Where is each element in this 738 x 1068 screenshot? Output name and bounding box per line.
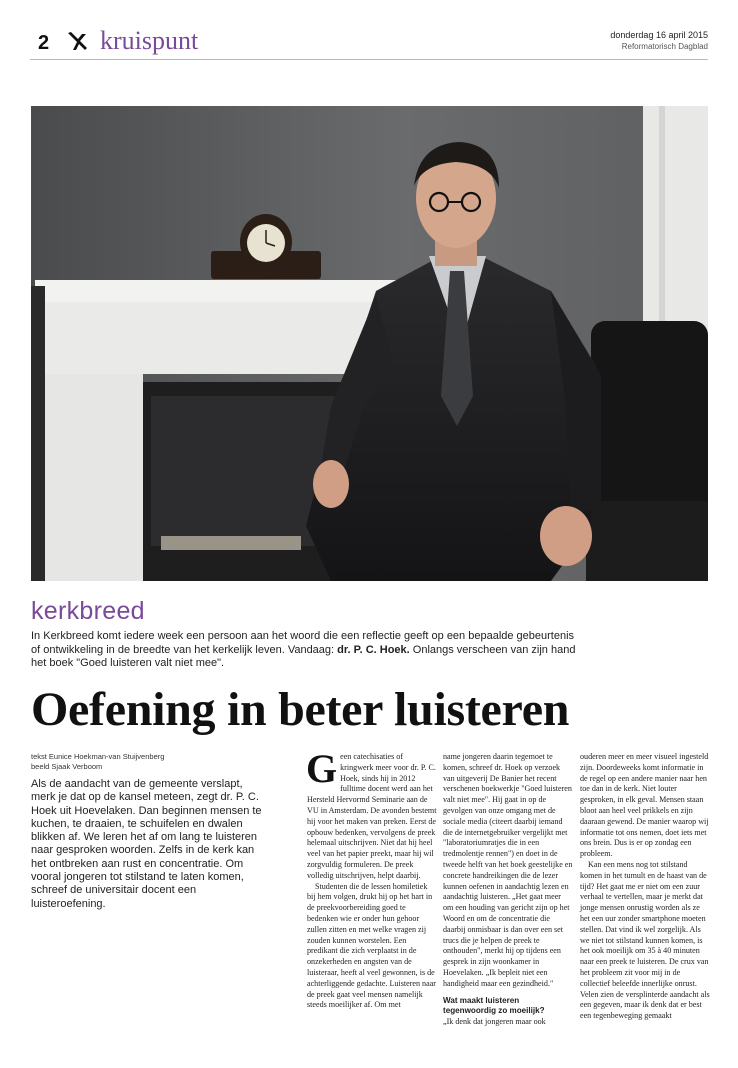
section-title: kruispunt xyxy=(100,26,199,55)
paragraph: Studenten die de lessen homiletiek bij hem volgen, drukt hij op het hart in de preekvoorbereiding goed te bedenken wie er onder hun gehoor zullen zitten en met welke vragen zij zouden kunnen worstelen. Een predikant die zich verplaatst in de onzekerheden en angsten van de luisteraar, heeft al veel gewonnen, is de achterliggende gedachte. Luisteren naar de preek gaat veel mensen namelijk steeds moeilijker af. Om met xyxy=(307,881,436,1010)
article-headline: Oefening in beter luisteren xyxy=(31,683,570,736)
body-column-2 xyxy=(443,752,573,1028)
paragraph xyxy=(306,746,437,882)
newspaper-name: Reformatorisch Dagblad xyxy=(621,42,708,51)
body-column-3 xyxy=(580,752,710,1022)
body-column-1 xyxy=(306,746,437,1011)
paragraph: name jongeren daarin tegemoet te komen, schreef dr. Hoek op verzoek van uitgeverij De Banier het recent verschenen boekwerkje "Goed luisteren valt niet mee". Hij gaat in op de gevolgen van onze omgang met de sociale media (citeert daarbij iemand die de internetgebruiker vergelijkt met "laboratoriumratjes die in een tredmolentje rennen") en doet in de tweede helft van het boek geestelijke en concrete handreikingen die de lezer kunnen oefenen in aandachtig lezen en aandachtig luisteren. „Het gaat meer om een houding van gericht zijn op het Woord en om de concentratie die daarbij onmisbaar is dan over een set trucs die je helpen de preek te onthouden", merkt hij op tijdens een gesprek in zijn woonkamer in Hoevelaken. „Ik bepleit niet een handigheid maar een gezindheid." xyxy=(443,752,573,988)
column-kicker: kerkbreed xyxy=(31,597,145,625)
article-lead: Als de aandacht van de gemeente verslapt, merk je dat op de kansel meteen, zegt dr. P. C. Hoek uit Hoevelaken. Dan beginnen mensen te kuchen, te draaien, te schuifelen en dwalen blikken af. We leren het af om lang te luisteren naar gesproken woorden. Zelfs in de kerk kan het ontbreken aan rust en concentratie. Om vooral jongeren tot stilstand te laten komen, schreef de universitair docent een luisteroefening. xyxy=(31,778,262,910)
portrait-photo xyxy=(31,106,708,581)
paragraph: Kan een mens nog tot stilstand komen in het tumult en de haast van de tijd? Het gaat me er niet om een zuur verhaal te vertellen, maar je merkt dat jonge mensen onrustig worden als ze het een uur zonder smartphone moeten stellen. Dat vind ik wel zorgelijk. Als we niet tot stilstand kunnen komen, is het ook moeilijk om 35 à 40 minuten naar een preek te luisteren. De crux van het probleem zit voor mij in de collectief beleefde innerlijke onrust. Velen zien de versplinterde aandacht als een gegeven, maar ik denk dat er best een tegenbeweging gemaakt xyxy=(580,859,710,1021)
paragraph: ouderen meer en meer visueel ingesteld zijn. Doordeweeks komt informatie in de regel op een andere manier naar hen toe dan in de kerk. Niet louter gesproken, in elk geval. Mensen staan bloot aan heel veel prikkels en zijn daaraan gewend. De manier waarop wij informatie tot ons nemen, doet iets met ons brein. Dus is er op zondag een probleem. xyxy=(580,752,709,859)
article-credits xyxy=(31,752,164,772)
text-credit: tekst Eunice Hoekman-van Stuijvenberg xyxy=(31,752,165,761)
intro-body: In Kerkbreed komt iedere week een persoon aan het woord die een reflectie geeft op een bepaalde gebeurtenis of ontwikkeling in de breedte van het kerkelijk leven. Vandaag: xyxy=(31,630,575,656)
page-number: 2 xyxy=(38,32,50,54)
interview-question: Wat maakt luisteren tegenwoordig zo moeilijk? xyxy=(443,995,545,1016)
issue-date: donderdag 16 april 2015 xyxy=(610,30,708,40)
portrait-illustration xyxy=(31,106,708,581)
page-header xyxy=(30,26,708,60)
photo-credit: beeld Sjaak Verboom xyxy=(31,762,103,771)
intro-rest: Onlangs verscheen van zijn hand het boek "Goed luisteren valt niet mee". xyxy=(31,643,576,669)
drop-cap: G xyxy=(306,746,338,791)
kruispunt-logo-icon xyxy=(66,30,88,52)
paragraph: „Ik denk dat jongeren maar ook xyxy=(443,1017,546,1027)
paragraph-text: een catechisaties of kringwerk meer voor dr. P. C. Hoek, sinds hij in 2012 fulltime docent werd aan het Hersteld Hervormd Seminarie aan de VU in Amsterdam. De avonden bestemt hij voor het maken van preken. Eerst de opbouw bedenken, vervolgens de preek helemaal uitschrijven. Niet dat hij heel veel van het papier preekt, maar hij wil zorgvuldig formuleren. De preek volledig uitschrijven, helpt daarbij. xyxy=(307,752,437,880)
header-divider xyxy=(30,59,708,60)
intro-text xyxy=(31,630,581,671)
intro-person-name: dr. P. C. Hoek. xyxy=(337,643,410,656)
